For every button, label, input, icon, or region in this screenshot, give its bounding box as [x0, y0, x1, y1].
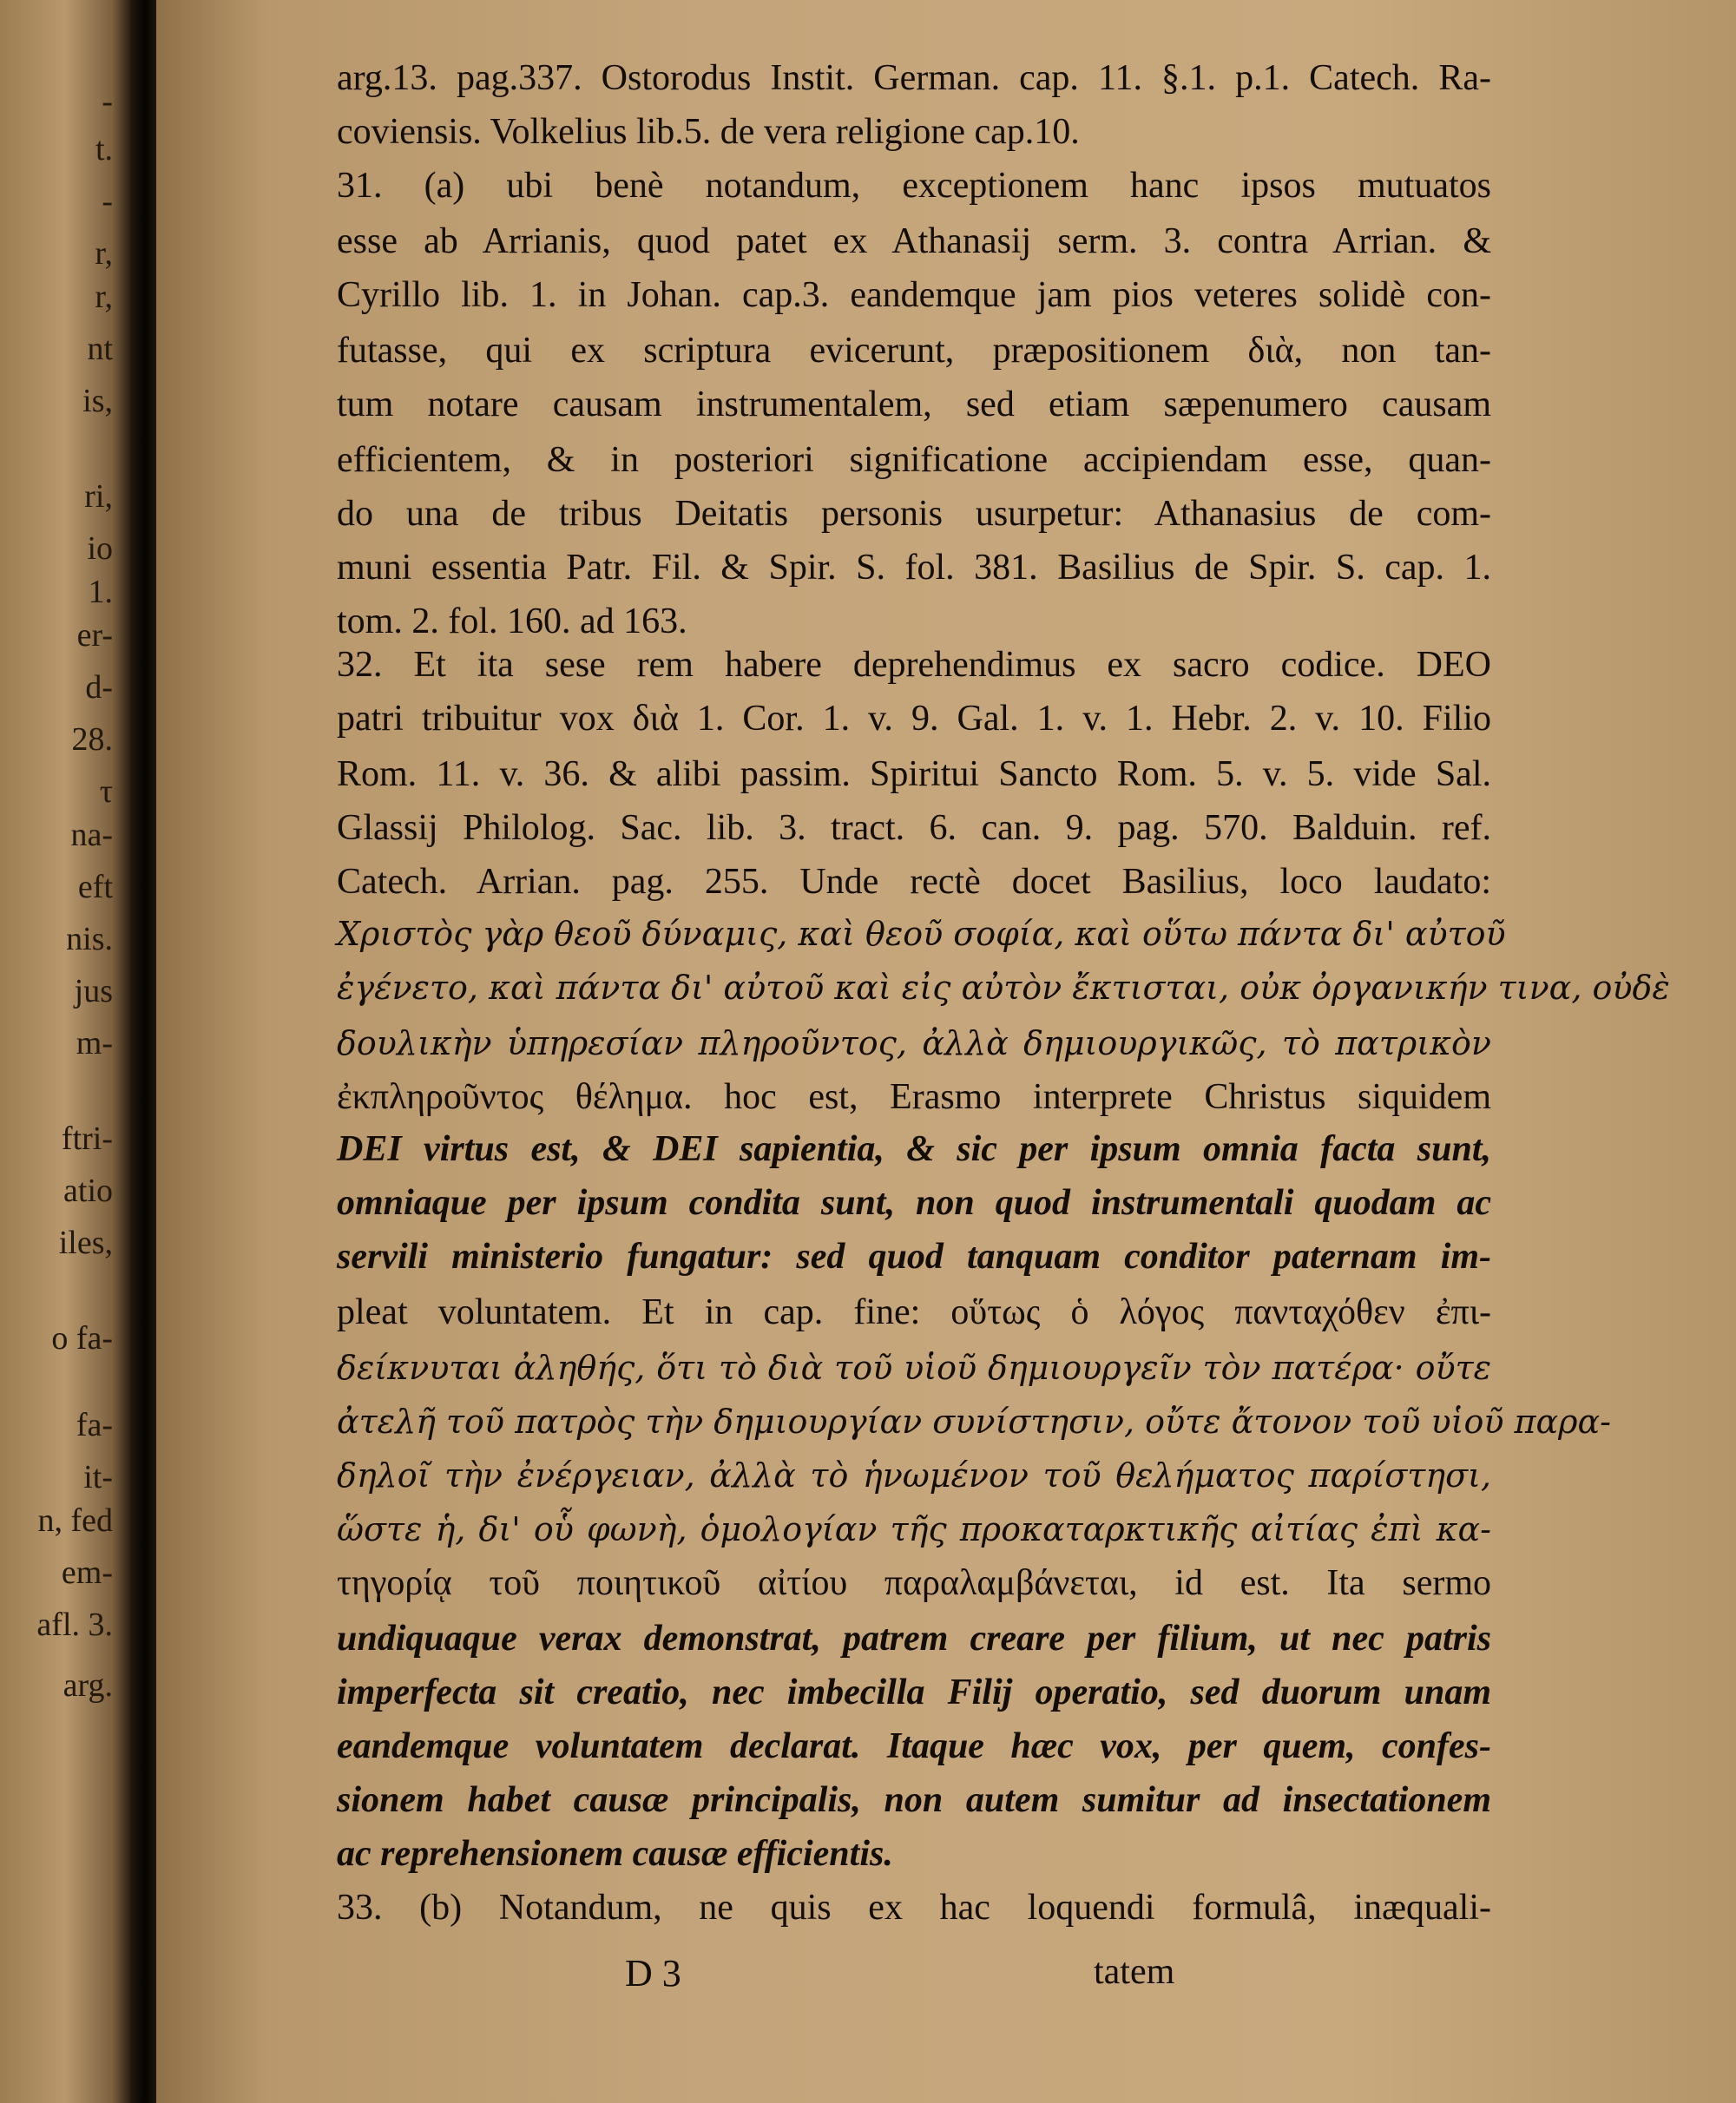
text-line: Catech. Arrian. pag. 255. Unde rectè docet Basilius, loco laudato:	[337, 862, 1491, 902]
text-line: arg.13. pag.337. Ostorodus Instit. German. cap. 11. §.1. p.1. Catech. Ra-	[337, 58, 1491, 98]
left-page-fragment: τ	[99, 773, 113, 810]
left-page-fragment: er-	[76, 617, 113, 654]
text-line: muni essentia Patr. Fil. & Spir. S. fol. 381. Basilius de Spir. S. cap. 1.	[337, 548, 1491, 588]
left-page-fragment: iles,	[58, 1225, 113, 1261]
left-page-fragment: fa-	[76, 1407, 113, 1443]
italic-line: eandemque voluntatem declarat. Itaque hæc vox, per quem, confes-	[337, 1726, 1491, 1766]
left-page-fragment: ri,	[84, 478, 113, 515]
text-line: do una de tribus Deitatis personis usurpetur: Athanasius de com-	[337, 494, 1491, 534]
greek-line: δουλικὴν ὑπηρεσίαν πληροῦντος, ἀλλὰ δημιουργικῶς, τὸ πατρικὸν	[337, 1024, 1491, 1062]
italic-line: ac reprehensionem causæ efficientis.	[337, 1834, 893, 1874]
text-line: 31. (a) ubi benè notandum, exceptionem hanc ipsos mutuatos	[337, 166, 1491, 206]
left-page-fragment: n, fed	[37, 1502, 113, 1539]
left-page-edge	[0, 0, 130, 2103]
text-line: tom. 2. fol. 160. ad 163.	[337, 601, 687, 641]
left-page-fragment: 28.	[71, 721, 113, 758]
text-line: 32. Et ita sese rem habere deprehendimus ex sacro codice. DEO	[337, 645, 1491, 685]
catchword: tatem	[1094, 1952, 1175, 1992]
italic-line: undiquaque verax demonstrat, patrem creare per filium, ut nec patris	[337, 1619, 1491, 1659]
left-page-fragment: eft	[77, 869, 113, 905]
left-page-fragment: it-	[83, 1459, 113, 1495]
signature-mark: D 3	[625, 1952, 681, 1995]
left-page-fragment: jus	[74, 973, 113, 1009]
greek-line: δείκνυται ἀληθής, ὅτι τὸ διὰ τοῦ υἱοῦ δημιουργεῖν τὸν πατέρα· οὔτε	[337, 1349, 1491, 1387]
italic-line: DEI virtus est, & DEI sapientia, & sic per ipsum omnia facta sunt,	[337, 1129, 1491, 1169]
text-line: pleat voluntatem. Et in cap. fine: οὕτως ὁ λόγος πανταχόθεν ἐπι-	[337, 1292, 1491, 1332]
text-line: τηγορίᾳ τοῦ ποιητικοῦ αἰτίου παραλαμβάνεται, id est. Ita sermo	[337, 1563, 1491, 1603]
left-page-fragment: 1.	[88, 574, 113, 610]
text-line: coviensis. Volkelius lib.5. de vera religione cap.10.	[337, 112, 1080, 152]
italic-line: omniaque per ipsum condita sunt, non quod instrumentali quodam ac	[337, 1183, 1491, 1223]
text-line: efficientem, & in posteriori significatione accipiendam esse, quan-	[337, 440, 1491, 480]
book-gutter	[130, 0, 156, 2103]
left-page-fragment: -	[102, 83, 113, 120]
text-line: patri tribuitur vox διὰ 1. Cor. 1. v. 9. Gal. 1. v. 1. Hebr. 2. v. 10. Filio	[337, 699, 1491, 739]
greek-line: ὥστε ἡ, δι' οὗ φωνὴ, ὁμολογίαν τῆς προκαταρκτικῆς αἰτίας ἐπὶ κα-	[337, 1510, 1491, 1548]
left-page-fragment: afl. 3.	[36, 1607, 113, 1643]
left-page-fragment: r,	[95, 235, 113, 272]
left-page-fragment: arg.	[62, 1667, 113, 1704]
text-line: ἐκπληροῦντος θέλημα. hoc est, Erasmo interprete Christus siquidem	[337, 1077, 1491, 1117]
left-page-fragment: na-	[70, 817, 113, 853]
left-page-fragment: atio	[63, 1173, 113, 1209]
left-page-fragment: o fa-	[51, 1320, 113, 1357]
left-page-fragment: d-	[85, 669, 113, 706]
right-page	[156, 0, 1736, 2103]
greek-line: ἀτελῆ τοῦ πατρὸς τὴν δημιουργίαν συνίστησιν, οὔτε ἄτονον τοῦ υἱοῦ παρα-	[337, 1403, 1611, 1441]
left-page-fragment: nt	[87, 331, 113, 367]
greek-line: Χριστὸς γὰρ θεοῦ δύναμις, καὶ θεοῦ σοφία, καὶ οὕτω πάντα δι' αὐτοῦ	[337, 915, 1506, 953]
left-page-fragment: is,	[82, 383, 113, 419]
left-page-fragment: m-	[76, 1025, 113, 1061]
left-page-fragment: em-	[61, 1554, 113, 1591]
text-line: Glassij Philolog. Sac. lib. 3. tract. 6. can. 9. pag. 570. Balduin. ref.	[337, 808, 1491, 848]
text-line: 33. (b) Notandum, ne quis ex hac loquendi formulâ, inæquali-	[337, 1888, 1491, 1928]
text-line: futasse, qui ex scriptura evicerunt, præpositionem διὰ, non tan-	[337, 331, 1491, 371]
greek-line: δηλοῖ τὴν ἐνέργειαν, ἀλλὰ τὸ ἡνωμένον τοῦ θελήματος παρίστησι,	[337, 1456, 1491, 1495]
left-page-fragment: t.	[95, 131, 113, 168]
left-page-fragment: io	[87, 530, 113, 567]
text-line: tum notare causam instrumentalem, sed etiam sæpenumero causam	[337, 384, 1491, 424]
italic-line: servili ministerio fungatur: sed quod tanquam conditor paternam im-	[337, 1237, 1491, 1277]
left-page-fragment: r,	[95, 279, 113, 315]
left-page-fragment: -	[102, 183, 113, 220]
text-line: esse ab Arrianis, quod patet ex Athanasij serm. 3. contra Arrian. &	[337, 221, 1491, 261]
text-line: Cyrillo lib. 1. in Johan. cap.3. eandemque jam pios veteres solidè con-	[337, 275, 1491, 315]
greek-line: ἐγένετο, καὶ πάντα δι' αὐτοῦ καὶ εἰς αὐτὸν ἔκτισται, οὐκ ὀργανικήν τινα, οὐδὲ	[337, 969, 1670, 1007]
text-line: Rom. 11. v. 36. & alibi passim. Spiritui Sancto Rom. 5. v. 5. vide Sal.	[337, 754, 1491, 794]
italic-line: sionem habet causæ principalis, non autem sumitur ad insectationem	[337, 1780, 1491, 1820]
left-page-fragment: nis.	[66, 921, 113, 957]
left-page-fragment: ftri-	[61, 1121, 113, 1157]
italic-line: imperfecta sit creatio, nec imbecilla Filij operatio, sed duorum unam	[337, 1673, 1491, 1712]
